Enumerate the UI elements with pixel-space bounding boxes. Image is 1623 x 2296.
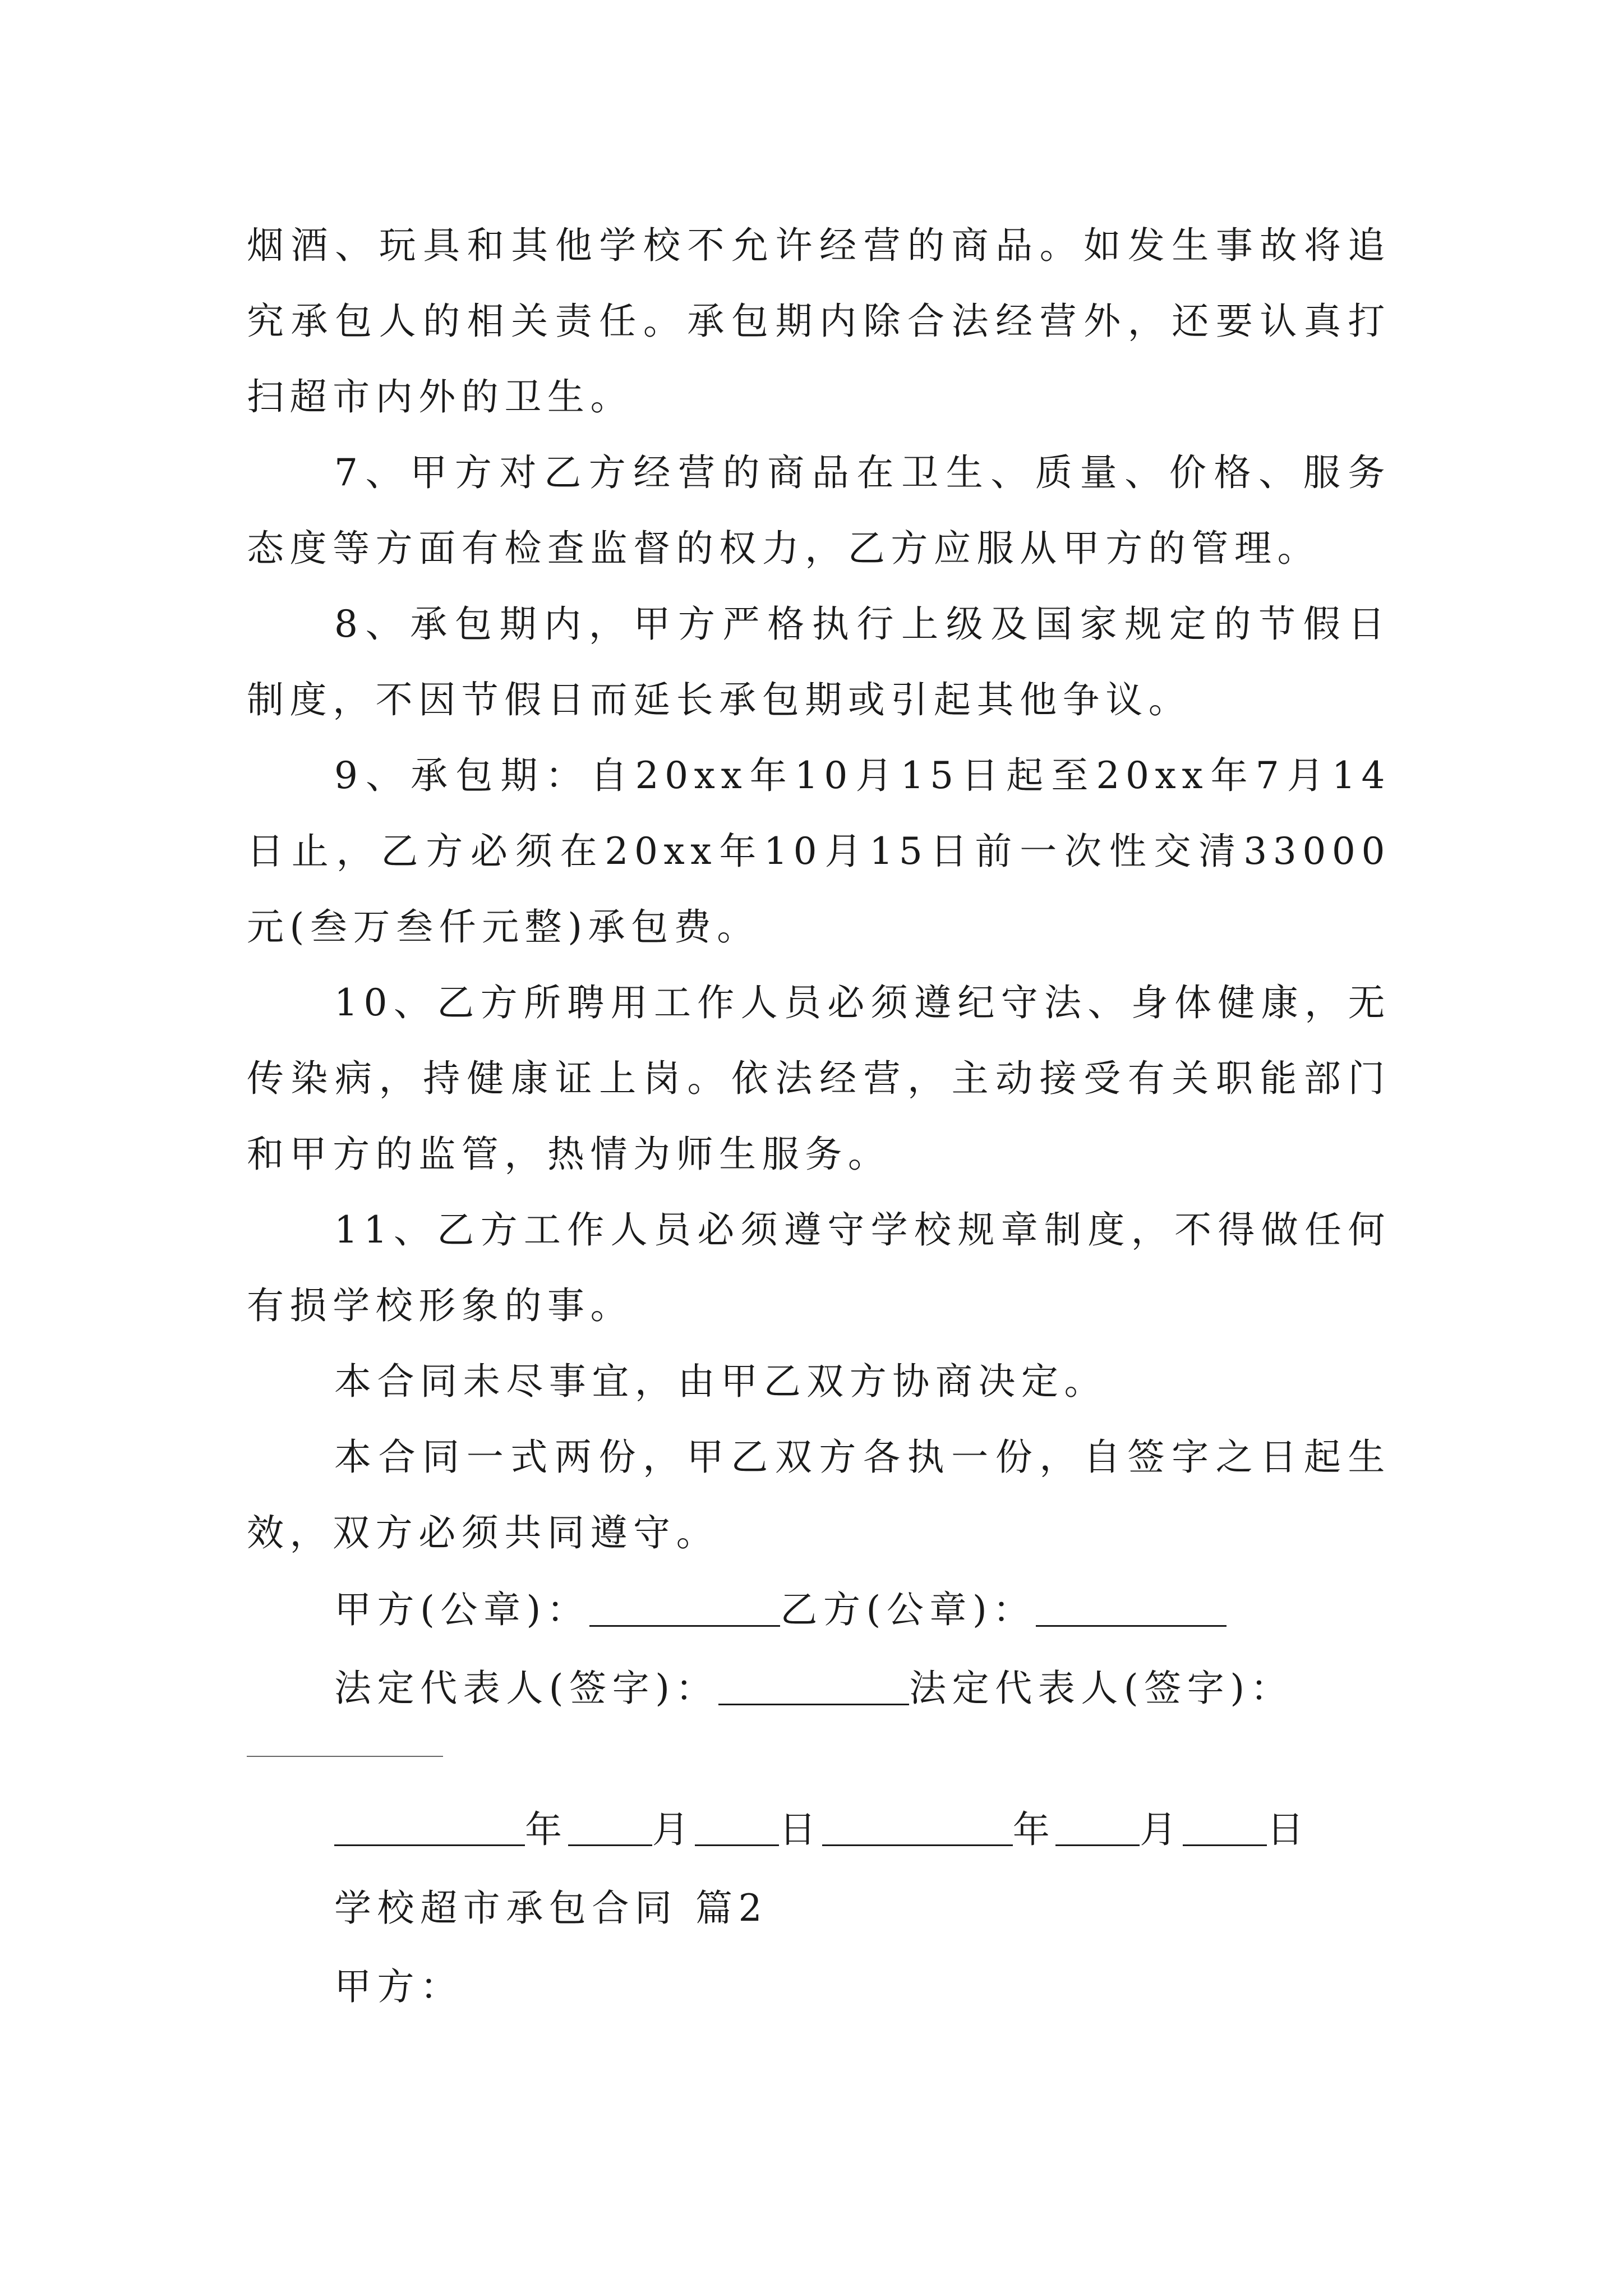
year-label-a: 年 bbox=[525, 1808, 568, 1851]
clause-unresolved-matters: 本合同未尽事宜，由甲乙双方协商决定。 bbox=[334, 1360, 1108, 1403]
day-label-a: 日 bbox=[779, 1808, 822, 1851]
clause-copies: 本合同一式两份，甲乙双方各执一份，自签字之日起生效，双方必须共同遵守。 bbox=[247, 1435, 1391, 1554]
seal-line bbox=[247, 1571, 1391, 1649]
clause-10: 10、乙方所聘用工作人员必须遵纪守法、身体健康，无传染病，持健康证上岗。依法经营，主动接受有关职能部门和甲方的监管，热情为师生服务。 bbox=[247, 981, 1391, 1176]
party-a-rep-label: 法定代表人(签字)： bbox=[334, 1667, 719, 1710]
month-blank-b bbox=[1055, 1811, 1140, 1846]
representative-line bbox=[247, 1649, 1391, 1728]
clause-7: 7、甲方对乙方经营的商品在卫生、质量、价格、服务态度等方面有检查监督的权力，乙方应服从甲方的管理。 bbox=[247, 451, 1391, 570]
year-blank-b bbox=[822, 1811, 1013, 1846]
day-blank-a bbox=[695, 1811, 779, 1846]
month-label-b: 月 bbox=[1140, 1808, 1183, 1851]
month-label-a: 月 bbox=[652, 1808, 695, 1851]
year-label-b: 年 bbox=[1012, 1808, 1056, 1851]
party-a-seal-blank bbox=[589, 1592, 780, 1627]
party-a-label: 甲方： bbox=[334, 1965, 463, 2008]
clause-11: 11、乙方工作人员必须遵守学校规章制度，不得做任何有损学校形象的事。 bbox=[247, 1208, 1391, 1327]
day-label-b: 日 bbox=[1266, 1808, 1310, 1851]
party-a-seal-label: 甲方(公章)： bbox=[334, 1588, 590, 1631]
party-b-rep-blank-line bbox=[247, 1756, 443, 1757]
date-line bbox=[247, 1791, 1391, 1869]
section-title: 学校超市承包合同 篇2 bbox=[334, 1887, 768, 1930]
clause-9: 9、承包期：自20xx年10月15日起至20xx年7月14日止，乙方必须在20xx年10月15日前一次性交清33000元(叁万叁仟元整)承包费。 bbox=[247, 754, 1391, 949]
party-a-rep-blank bbox=[718, 1671, 909, 1705]
party-b-seal-blank bbox=[1036, 1592, 1227, 1627]
paragraph-continued: 烟酒、玩具和其他学校不允许经营的商品。如发生事故将追究承包人的相关责任。承包期内除合法经营外，还要认真打扫超市内外的卫生。 bbox=[247, 224, 1391, 418]
day-blank-b bbox=[1183, 1811, 1267, 1846]
contract-body bbox=[247, 208, 1391, 2026]
month-blank-a bbox=[568, 1811, 652, 1846]
party-b-rep-label: 法定代表人(签字)： bbox=[909, 1667, 1294, 1710]
year-blank-a bbox=[334, 1811, 525, 1846]
clause-8: 8、承包期内，甲方严格执行上级及国家规定的节假日制度，不因节假日而延长承包期或引起其他争议。 bbox=[247, 602, 1391, 721]
party-b-seal-label: 乙方(公章)： bbox=[780, 1588, 1036, 1631]
